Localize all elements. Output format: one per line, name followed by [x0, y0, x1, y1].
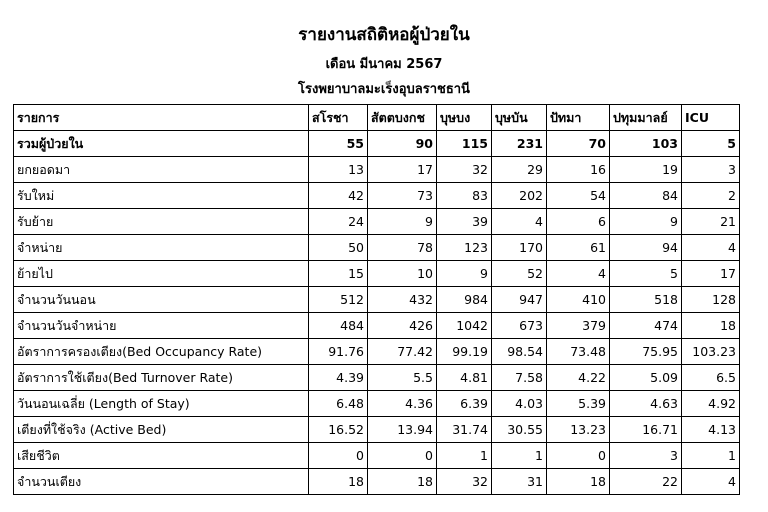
table-cell: 9 — [437, 261, 492, 287]
table-cell: 4.63 — [610, 391, 682, 417]
table-cell: 231 — [492, 131, 547, 157]
table-cell: 9 — [368, 209, 437, 235]
table-row — [14, 339, 740, 365]
table-body — [14, 131, 740, 495]
table-cell: 75.95 — [610, 339, 682, 365]
table-cell: 21 — [682, 209, 740, 235]
table-cell: 4.03 — [492, 391, 547, 417]
row-label: จำหน่าย — [14, 235, 309, 261]
row-label: วันนอนเฉลี่ย (Length of Stay) — [14, 391, 309, 417]
table-cell: 128 — [682, 287, 740, 313]
table-cell: 70 — [547, 131, 610, 157]
column-header-ward: ปทุมมาลย์ — [610, 105, 682, 131]
table-cell: 5.39 — [547, 391, 610, 417]
table-row — [14, 157, 740, 183]
table-cell: 94 — [610, 235, 682, 261]
table-cell: 10 — [368, 261, 437, 287]
table-cell: 84 — [610, 183, 682, 209]
table-cell: 0 — [547, 443, 610, 469]
table-cell: 484 — [309, 313, 368, 339]
report-title: รายงานสถิติหอผู้ป่วยใน — [298, 25, 470, 45]
table-cell: 29 — [492, 157, 547, 183]
table-cell: 4.39 — [309, 365, 368, 391]
row-label: เตียงที่ใช้จริง (Active Bed) — [14, 417, 309, 443]
table-cell: 3 — [610, 443, 682, 469]
table-cell: 18 — [368, 469, 437, 495]
table-cell: 18 — [682, 313, 740, 339]
table-cell: 32 — [437, 469, 492, 495]
table-cell: 17 — [682, 261, 740, 287]
row-label: รับใหม่ — [14, 183, 309, 209]
table-cell: 31 — [492, 469, 547, 495]
table-cell: 13.94 — [368, 417, 437, 443]
table-cell: 1 — [682, 443, 740, 469]
table-cell: 432 — [368, 287, 437, 313]
table-row — [14, 365, 740, 391]
table-cell: 4.36 — [368, 391, 437, 417]
column-header-ward: บุษบัน — [492, 105, 547, 131]
table-cell: 22 — [610, 469, 682, 495]
table-cell: 73.48 — [547, 339, 610, 365]
table-cell: 18 — [547, 469, 610, 495]
table-cell: 4.13 — [682, 417, 740, 443]
table-cell: 90 — [368, 131, 437, 157]
row-label: เสียชีวิต — [14, 443, 309, 469]
table-row — [14, 287, 740, 313]
table-cell: 4 — [682, 469, 740, 495]
row-label: อัตราการใช้เตียง(Bed Turnover Rate) — [14, 365, 309, 391]
table-cell: 77.42 — [368, 339, 437, 365]
table-row — [14, 443, 740, 469]
table-cell: 42 — [309, 183, 368, 209]
table-row — [14, 469, 740, 495]
row-label: จำนวนวันนอน — [14, 287, 309, 313]
table-cell: 31.74 — [437, 417, 492, 443]
table-cell: 5.09 — [610, 365, 682, 391]
table-row — [14, 391, 740, 417]
table-cell: 91.76 — [309, 339, 368, 365]
table-cell: 39 — [437, 209, 492, 235]
table-cell: 9 — [610, 209, 682, 235]
table-cell: 410 — [547, 287, 610, 313]
table-cell: 0 — [368, 443, 437, 469]
table-cell: 13 — [309, 157, 368, 183]
table-cell: 1 — [492, 443, 547, 469]
table-cell: 73 — [368, 183, 437, 209]
table-cell: 98.54 — [492, 339, 547, 365]
table-cell: 426 — [368, 313, 437, 339]
table-cell: 18 — [309, 469, 368, 495]
table-cell: 4.92 — [682, 391, 740, 417]
table-cell: 16.71 — [610, 417, 682, 443]
table-cell: 202 — [492, 183, 547, 209]
row-label: จำนวนวันจำหน่าย — [14, 313, 309, 339]
row-label: อัตราการครองเตียง(Bed Occupancy Rate) — [14, 339, 309, 365]
statistics-table — [13, 104, 740, 495]
table-cell: 52 — [492, 261, 547, 287]
table-cell: 19 — [610, 157, 682, 183]
table-cell: 103.23 — [682, 339, 740, 365]
table-cell: 984 — [437, 287, 492, 313]
table-row — [14, 417, 740, 443]
table-cell: 115 — [437, 131, 492, 157]
table-cell: 99.19 — [437, 339, 492, 365]
table-cell: 379 — [547, 313, 610, 339]
table-cell: 512 — [309, 287, 368, 313]
table-cell: 78 — [368, 235, 437, 261]
table-cell: 54 — [547, 183, 610, 209]
row-label: ยกยอดมา — [14, 157, 309, 183]
table-cell: 2 — [682, 183, 740, 209]
table-cell: 4.22 — [547, 365, 610, 391]
table-cell: 103 — [610, 131, 682, 157]
table-cell: 55 — [309, 131, 368, 157]
table-cell: 6 — [547, 209, 610, 235]
table-row — [14, 183, 740, 209]
table-row — [14, 235, 740, 261]
table-cell: 61 — [547, 235, 610, 261]
column-header-ward: ICU — [682, 105, 740, 131]
table-cell: 4 — [492, 209, 547, 235]
table-cell: 1042 — [437, 313, 492, 339]
table-cell: 673 — [492, 313, 547, 339]
column-header-ward: สัตตบงกช — [368, 105, 437, 131]
table-cell: 4.81 — [437, 365, 492, 391]
row-label: ย้ายไป — [14, 261, 309, 287]
table-cell: 83 — [437, 183, 492, 209]
column-header-ward: ปัทมา — [547, 105, 610, 131]
column-header-item: รายการ — [14, 105, 309, 131]
row-label: รวมผู้ป่วยใน — [14, 131, 309, 157]
table-cell: 5 — [682, 131, 740, 157]
table-cell: 5 — [610, 261, 682, 287]
table-row — [14, 313, 740, 339]
table-cell: 3 — [682, 157, 740, 183]
table-cell: 17 — [368, 157, 437, 183]
table-row — [14, 261, 740, 287]
table-cell: 13.23 — [547, 417, 610, 443]
table-cell: 474 — [610, 313, 682, 339]
table-row — [14, 131, 740, 157]
row-label: จำนวนเตียง — [14, 469, 309, 495]
table-cell: 1 — [437, 443, 492, 469]
table-cell: 5.5 — [368, 365, 437, 391]
table-cell: 16.52 — [309, 417, 368, 443]
table-cell: 123 — [437, 235, 492, 261]
table-cell: 518 — [610, 287, 682, 313]
table-cell: 32 — [437, 157, 492, 183]
table-row — [14, 209, 740, 235]
table-cell: 7.58 — [492, 365, 547, 391]
table-cell: 50 — [309, 235, 368, 261]
table-cell: 170 — [492, 235, 547, 261]
table-cell: 947 — [492, 287, 547, 313]
table-cell: 16 — [547, 157, 610, 183]
table-cell: 4 — [547, 261, 610, 287]
table-cell: 6.39 — [437, 391, 492, 417]
table-cell: 6.5 — [682, 365, 740, 391]
row-label: รับย้าย — [14, 209, 309, 235]
column-header-ward: สโรชา — [309, 105, 368, 131]
table-cell: 24 — [309, 209, 368, 235]
table-cell: 0 — [309, 443, 368, 469]
column-header-ward: บุษบง — [437, 105, 492, 131]
hospital-name: โรงพยาบาลมะเร็งอุบลราชธานี — [298, 82, 470, 97]
table-cell: 15 — [309, 261, 368, 287]
table-cell: 6.48 — [309, 391, 368, 417]
table-cell: 4 — [682, 235, 740, 261]
table-cell: 30.55 — [492, 417, 547, 443]
report-month: เดือน มีนาคม 2567 — [325, 57, 443, 72]
table-header-row — [14, 105, 740, 131]
